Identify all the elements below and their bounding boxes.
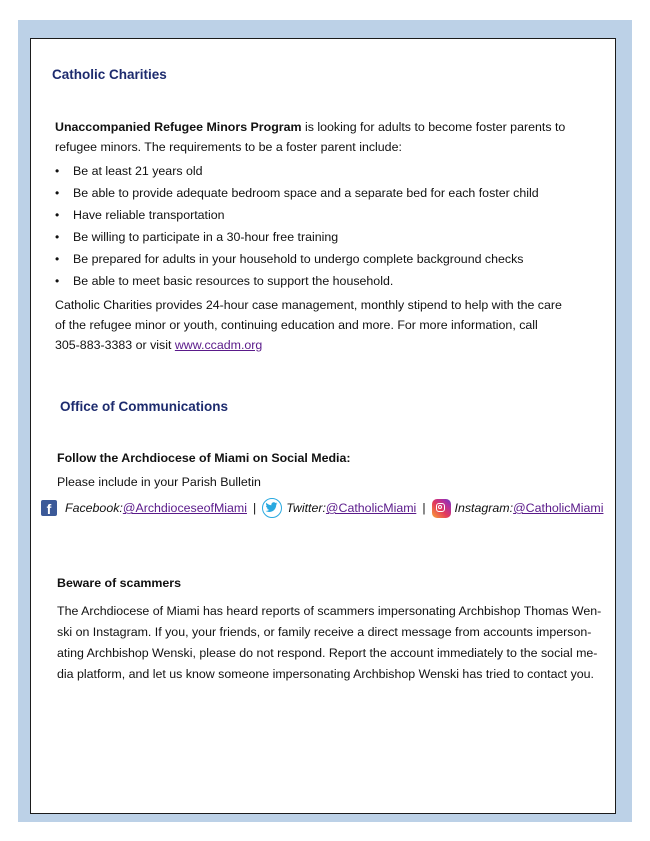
facebook-icon: f [41, 500, 57, 516]
urm-intro-text: is looking for adults to become foster parents to [301, 120, 566, 134]
charities-closing [55, 295, 615, 355]
scam-line-3: ating Archbishop Wenski, please do not respond. Report the account immediately to the social me- [57, 646, 598, 660]
closing-line-3: 305-883-3383 or visit [55, 338, 175, 352]
social-links-row [41, 496, 621, 520]
scam-line-1: The Archdiocese of Miami has heard reports of scammers impersonating Archbishop Thomas Wen- [57, 604, 602, 618]
instagram-link[interactable]: @CatholicMiami [513, 501, 604, 515]
list-item: • Have reliable transportation [51, 204, 571, 226]
closing-line-1: Catholic Charities provides 24-hour case management, monthly stipend to help with the care [55, 298, 562, 312]
list-item: • Be able to meet basic resources to support the household. [51, 270, 571, 292]
scam-line-2: ski on Instagram. If you, your friends, or family receive a direct message from accounts imperson- [57, 625, 592, 639]
ccadm-link[interactable]: www.ccadm.org [174, 338, 263, 352]
facebook-label: Facebook: [65, 501, 123, 515]
scam-line-4: dia platform, and let us know someone impersonating Archbishop Wenski has tried to contact you. [57, 667, 594, 681]
catholic-charities-heading: Catholic Charities [52, 67, 167, 82]
list-item: • Be able to provide adequate bedroom space and a separate bed for each foster child [51, 182, 571, 204]
twitter-icon [262, 498, 282, 518]
instagram-icon [432, 499, 451, 518]
list-item: • Be at least 21 years old [51, 160, 571, 182]
twitter-link[interactable]: @CatholicMiami [325, 501, 417, 515]
facebook-link[interactable]: @ArchdioceseofMiami [122, 501, 247, 515]
separator: | [422, 501, 426, 515]
instagram-label: Instagram: [454, 501, 514, 515]
follow-subtitle: Please include in your Parish Bulletin [57, 475, 261, 489]
follow-title: Follow the Archdiocese of Miami on Social Media: [57, 451, 351, 465]
urm-intro [55, 117, 595, 157]
twitter-label: Twitter: [286, 501, 326, 515]
separator: | [253, 501, 257, 515]
list-item: • Be willing to participate in a 30-hour free training [51, 226, 571, 248]
requirements-list [51, 160, 571, 292]
communications-heading: Office of Communications [60, 399, 229, 414]
scammers-body [57, 601, 617, 685]
urm-program-name: Unaccompanied Refugee Minors Program [55, 120, 302, 134]
scammers-title: Beware of scammers [57, 576, 181, 590]
closing-line-2: of the refugee minor or youth, continuing education and more. For more information, call [55, 318, 538, 332]
list-item: • Be prepared for adults in your household to undergo complete background checks [51, 248, 571, 270]
urm-intro-line-2: refugee minors. The requirements to be a foster parent include: [55, 140, 402, 154]
